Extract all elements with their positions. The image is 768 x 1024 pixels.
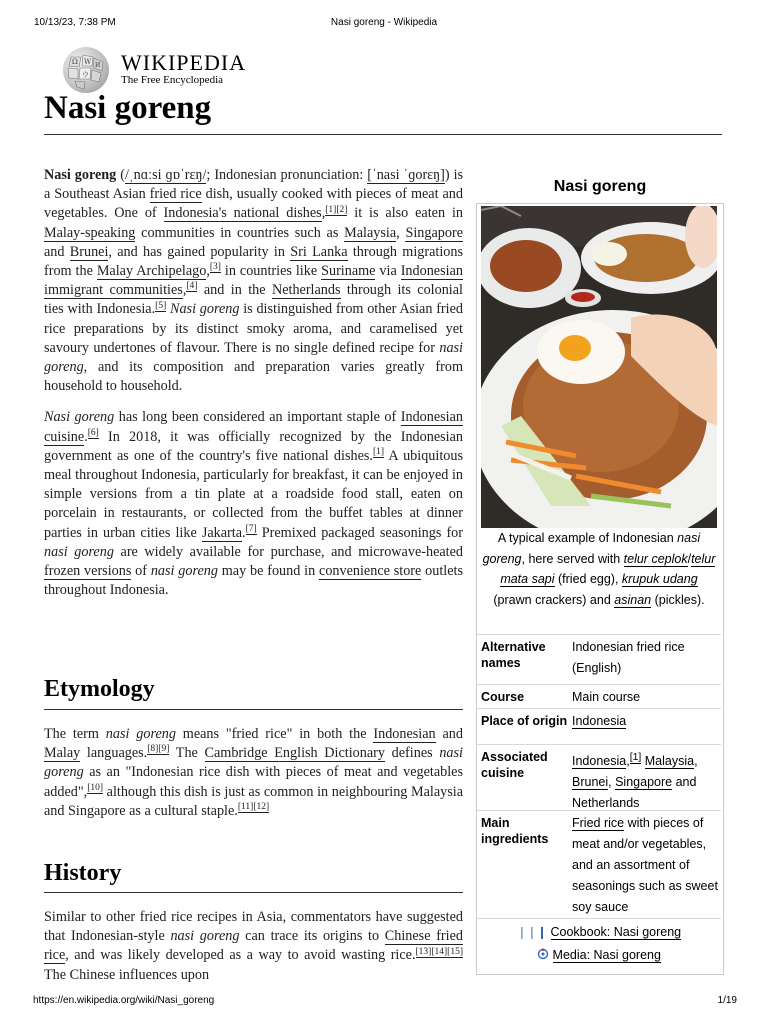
article-link[interactable]: Indonesia [572,754,627,769]
text-run: ; Indonesian pronunciation: [206,167,368,183]
article-link[interactable]: convenience store [319,563,422,580]
text-run: means "fried rice" in both the [175,726,374,742]
article-link[interactable]: Chinese fried rice [44,928,463,964]
print-page-title: Nasi goreng - Wikipedia [330,17,438,28]
history-paragraph [44,908,463,985]
section-heading-etymology: Etymology [44,676,155,702]
infobox-title: Nasi goreng [553,178,647,195]
text-run: The [169,745,205,762]
article-link[interactable]: Jakarta [201,524,243,541]
text-run: it is also eaten in [347,205,463,222]
article-link[interactable]: Malaysia [644,754,695,769]
article-link[interactable]: Cambridge English Dictionary [204,745,385,762]
infobox-row-value [572,687,720,708]
article-link[interactable]: Malay-speaking [44,224,136,241]
wikipedia-tagline: The Free Encyclopedia [121,74,224,86]
infobox-row-value [572,637,720,679]
commons-icon [537,948,552,962]
text-run: , [396,224,406,241]
title-divider [44,134,722,135]
text-run: and [672,775,697,790]
wikibooks-icon: ❘❘❙ [516,925,548,939]
etymology-section [44,725,463,821]
section-divider [44,892,463,893]
text-run: In 2018, it was officially recognized by the Indonesian government as one of the country's five national dishes. [44,428,463,464]
citation-link[interactable]: [8][9] [147,744,170,755]
text-run: (fried egg), [554,572,622,586]
text-run: A typical example of Indonesian [497,531,678,545]
article-link[interactable]: Singapore [615,775,673,790]
article-link[interactable]: Sri Lanka [290,243,348,260]
text-run: , [321,205,326,222]
wikipedia-wordmark[interactable] [121,50,246,76]
article-link[interactable]: /ˌnɑːsi ɡɒˈrɛŋ/ [124,167,207,183]
article-link[interactable]: frozen versions [44,563,132,580]
italic-term: nasi goreng [105,726,176,742]
article-link[interactable]: Malaysia [344,224,397,241]
infobox-row-place-of-origin [477,708,721,745]
svg-text:W: W [84,58,92,66]
text-run: , and its composition and preparation varies greatly from household to household. [44,359,463,395]
infobox-row-alternative-names [477,634,721,685]
wikipedia-globe-logo[interactable] [63,47,109,93]
text-run: . [84,428,88,445]
infobox-divider [477,918,721,919]
text-run: is distinguished from other Asian fried rice preparations by its distinct smoky aroma, and caramelised yet savoury undertones of flavour. There is no single defined recipe for [44,301,463,356]
article-link[interactable]: [ˈnasi ˈɡorɛŋ] [367,167,445,183]
text-run: are widely available for purchase, and microwave-heated [113,543,463,560]
text-run: ( [116,167,125,183]
print-url: https://en.wikipedia.org/wiki/Nasi_goreng [33,995,215,1006]
article-link[interactable]: telur ceplok [623,551,688,566]
text-run: The Chinese influences upon [44,966,210,983]
svg-text:И: И [95,62,101,69]
text-run: , [206,263,210,280]
citation-link[interactable]: [4] [186,281,198,292]
infobox-row-label: Associated cuisine [481,750,548,780]
commons-media-link[interactable]: Media: Nasi goreng [552,948,661,962]
infobox-row-value [572,747,720,814]
text-run: Main course [572,690,641,704]
infobox-row-value [572,813,720,918]
italic-term: nasi goreng [44,543,114,560]
citation-link[interactable]: [6] [87,427,99,438]
page-title: Nasi goreng [44,90,212,126]
text-run: . [242,524,246,541]
citation-link[interactable]: [11][12] [237,802,270,813]
text-run: outlets throughout Indonesia. [44,563,463,599]
article-link[interactable]: Malay [44,745,81,762]
print-datetime: 10/13/23, 7:38 PM [34,17,116,28]
text-run: Similar to other fried rice recipes in Asia, commentators have suggested that Indonesian-style [44,909,463,945]
article-link[interactable]: krupuk udang [621,572,698,586]
italic-term: Nasi goreng [44,409,115,426]
text-run: has long been considered an important staple of [114,409,401,426]
italic-term: Nasi goreng [170,301,240,318]
article-link[interactable]: Indonesia's national dishes [163,205,322,222]
article-link[interactable]: Netherlands [572,796,640,811]
text-run: although this dish is just as common in neighbouring Malaysia and Singapore as a cultural staple. [44,783,463,819]
citation-link[interactable]: [1][2] [325,204,348,215]
article-link[interactable]: Indonesian [373,726,436,742]
text-run: , [694,754,698,769]
article-link[interactable]: Brunei [572,775,609,790]
article-link[interactable]: Indonesian cuisine [44,409,464,445]
italic-term: nasi goreng [44,339,463,376]
text-run: Premixed packaged seasonings for [256,524,463,541]
text-run: , [608,775,616,790]
text-run: (pickles). [651,592,705,607]
article-link[interactable]: Singapore [405,224,463,241]
print-page-number: 1/19 [717,995,737,1006]
article-link[interactable]: Indonesian immigrant communities [44,263,463,299]
citation-link[interactable]: [1] [372,447,385,458]
text-run: through migrations from the [44,243,463,280]
cookbook-link[interactable]: Cookbook: Nasi goreng [550,925,682,939]
svg-text:Ω: Ω [72,58,78,66]
text-run: , [626,754,630,769]
text-run: languages. [80,745,148,762]
article-link[interactable]: Brunei [69,243,109,260]
text-run: , and was likely developed as a way to avoid wasting rice. [65,947,416,964]
text-run: with pieces of meat and/or vegetables, and an assortment of seasonings such as sweet soy sauce [572,816,718,914]
infobox-row-main-ingredients [477,810,721,919]
nasi-goreng-photo[interactable] [481,206,717,528]
lead-paragraph-1 [44,166,463,396]
text-run: communities in countries such as [135,224,345,241]
text-run: defines [384,745,440,762]
italic-term: nasi goreng [150,563,218,580]
infobox-row-label: Alternative names [481,640,546,670]
infobox-row-label: Course [481,690,525,704]
text-run: as an "Indonesian rice dish with pieces of meat and vegetables added", [44,764,463,800]
text-run: via [375,263,401,280]
infobox-cookbook-link-row [477,925,721,939]
infobox-image-caption [481,528,717,610]
text-run: Indonesian fried rice (English) [572,640,685,675]
italic-term: nasi goreng [482,531,701,566]
citation-link[interactable]: [13][14][15] [415,946,463,957]
infobox-row-label: Place of origin [481,714,568,728]
text-run: of [131,563,151,580]
article-link[interactable]: Suriname [321,263,376,280]
article-link[interactable]: fried rice [149,186,202,203]
text-run: in countries like [220,263,322,280]
text-run: and [435,726,463,742]
infobox-media-link-row [477,948,721,962]
text-run: , [182,282,187,299]
citation-link[interactable]: [5] [155,300,167,311]
text-run: may be found in [217,563,320,580]
text-run: ) is a Southeast Asian [44,167,464,203]
article-link[interactable]: telur mata sapi [500,551,716,586]
text-run: and [44,243,70,260]
italic-term: nasi goreng [44,745,463,781]
text-run: The term [44,726,106,742]
lead-paragraph-2 [44,408,463,600]
text-run: can trace its origins to [239,928,385,945]
section-heading-history: History [44,860,122,886]
infobox-row-value [572,711,720,732]
text-run: dish, usually cooked with pieces of meat and vegetables. One of [44,186,463,222]
history-section [44,908,463,985]
etymology-paragraph [44,725,463,821]
citation-link[interactable]: [3] [209,262,221,273]
infobox-row-associated-cuisine [477,744,721,811]
article-link[interactable]: Fried rice [572,816,625,830]
section-divider [44,709,463,710]
article-link[interactable]: Indonesia [572,714,627,728]
text-run: , and has gained popularity in [108,243,291,260]
text-run: , here served with [521,551,624,566]
text-run: / [687,551,692,566]
text-run: A ubiquitous meal throughout Indonesia, particularly for breakfast, it can be enjoyed in simple versions from a tin plate at a roadside food stall, eaten on porcelain in restaurants, or collected from the buffet tables at dinner parties in urban cities like [44,447,463,541]
lead-section [44,166,463,600]
article-link[interactable]: Netherlands [271,282,341,299]
italic-term: nasi goreng [170,928,240,945]
text-run: through its colonial ties with Indonesia. [44,282,463,318]
text-run: and in the [197,282,272,299]
bold-term: Nasi goreng [44,167,117,183]
svg-text:ウ: ウ [82,71,89,79]
citation-link[interactable]: [7] [245,523,257,534]
text-run: (prawn crackers) and [493,592,615,607]
citation-link[interactable]: [1] [629,752,642,763]
wordmark-text: WIKIPEDIA [121,50,247,75]
infobox-row-label: Main ingredients [481,816,549,846]
article-link[interactable]: asinan [614,592,652,607]
article-link[interactable]: Malay Archipelago [96,263,207,280]
infobox-row-course [477,684,721,709]
citation-link[interactable]: [10] [87,782,104,793]
